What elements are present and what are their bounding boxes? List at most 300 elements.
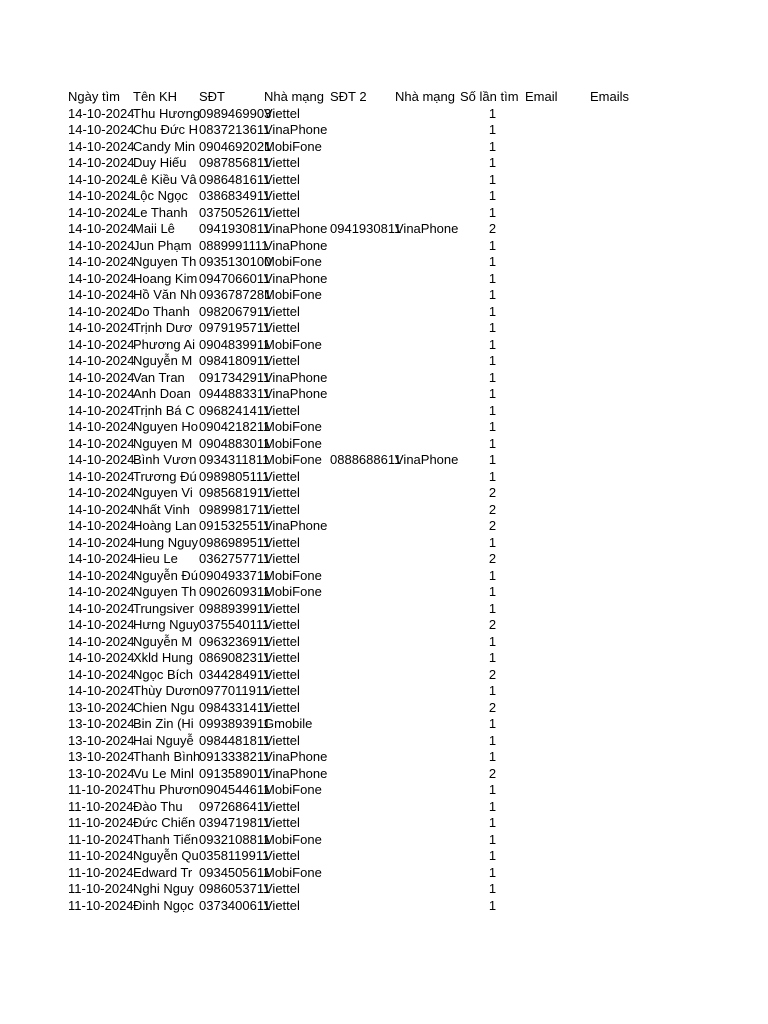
date-cell[interactable]: 14-10-2024 [68,485,135,500]
carrier2-cell[interactable] [395,188,460,205]
phone2-cell[interactable] [330,716,395,733]
phone-cell[interactable]: 0944883311 [199,386,271,401]
phone2-cell[interactable] [330,122,395,139]
phone2-cell[interactable] [330,650,395,667]
phone-cell[interactable]: 0902609311 [199,584,271,599]
date-cell[interactable]: 14-10-2024 [68,666,135,682]
date-cell[interactable]: 13-10-2024 [68,732,135,748]
date-cell[interactable]: 14-10-2024 [68,402,135,418]
name-cell[interactable]: Maii Lê [133,221,175,236]
phone2-cell[interactable] [330,683,395,700]
name-cell[interactable]: Nguyen Th [133,254,197,269]
phone-cell[interactable]: 0869082311 [199,650,271,665]
phone2-cell[interactable] [330,370,395,387]
carrier-cell[interactable]: Viettel [264,303,300,319]
date-cell[interactable]: 14-10-2024 [68,617,135,632]
carrier2-cell[interactable] [395,601,460,618]
carrier2-cell[interactable] [395,865,460,882]
carrier2-cell[interactable] [395,485,460,502]
phone-cell[interactable]: 0904933711 [199,567,271,583]
name-cell[interactable]: Candy Min [133,138,196,154]
carrier2-cell[interactable] [395,782,460,799]
search-count-cell[interactable]: 1 [488,105,497,121]
name-cell[interactable]: Nghi Nguy [133,881,194,896]
search-count-cell[interactable]: 1 [488,831,497,847]
phone-cell[interactable]: 0989981711 [199,501,271,517]
name-cell[interactable]: Lộc Ngọc [133,188,188,203]
date-cell[interactable]: 14-10-2024 [68,633,135,649]
date-cell[interactable]: 14-10-2024 [68,501,135,517]
carrier-cell[interactable]: VinaPhone [264,749,328,764]
name-cell[interactable]: Hung Nguy [133,534,199,550]
name-cell[interactable]: Van Tran [133,369,185,385]
phone-cell[interactable]: 0987856811 [199,155,271,170]
carrier2-cell[interactable] [395,271,460,288]
phone2-cell[interactable] [330,518,395,535]
search-count-cell[interactable]: 1 [488,353,497,368]
date-cell[interactable]: 13-10-2024 [68,716,135,731]
date-cell[interactable]: 14-10-2024 [68,105,135,121]
phone2-cell[interactable] [330,353,395,370]
date-cell[interactable]: 14-10-2024 [68,386,135,401]
date-cell[interactable]: 11-10-2024 [68,798,134,814]
phone2-cell[interactable] [330,749,395,766]
search-count-cell[interactable]: 1 [488,650,497,665]
search-count-cell[interactable]: 1 [488,798,497,814]
phone2-cell[interactable] [330,848,395,865]
phone2-cell[interactable] [330,799,395,816]
search-count-cell[interactable]: 1 [488,237,497,253]
name-cell[interactable]: Đào Thu [133,798,183,814]
date-cell[interactable]: 14-10-2024 [68,188,135,203]
name-cell[interactable]: Le Thanh [133,204,188,220]
phone-cell[interactable]: 0985681911 [199,485,271,500]
carrier2-cell[interactable] [395,155,460,172]
search-count-cell[interactable]: 1 [488,320,497,335]
carrier2-cell[interactable]: VinaPhone [395,452,459,467]
carrier-cell[interactable]: Viettel [264,815,300,830]
name-cell[interactable]: Jun Phạm [133,237,192,253]
search-count-cell[interactable]: 1 [488,881,497,896]
phone2-cell[interactable] [330,832,395,849]
search-count-cell[interactable]: 1 [488,336,497,352]
carrier-cell[interactable]: Viettel [264,485,300,500]
date-cell[interactable]: 14-10-2024 [68,534,135,550]
carrier2-cell[interactable] [395,535,460,552]
phone2-cell[interactable] [330,601,395,618]
phone2-cell[interactable] [330,337,395,354]
search-count-cell[interactable]: 1 [488,864,497,880]
phone2-cell[interactable] [330,172,395,189]
date-cell[interactable]: 11-10-2024 [68,897,134,913]
phone2-cell[interactable] [330,551,395,568]
carrier2-cell[interactable] [395,766,460,783]
carrier2-cell[interactable] [395,172,460,189]
carrier2-cell[interactable] [395,469,460,486]
phone2-cell[interactable] [330,403,395,420]
carrier2-cell[interactable] [395,667,460,684]
phone-cell[interactable]: 0913338211 [199,749,271,764]
carrier2-cell[interactable] [395,700,460,717]
date-cell[interactable]: 14-10-2024 [68,419,135,434]
carrier2-cell[interactable] [395,502,460,519]
name-cell[interactable]: Nguyễn Qu [133,848,199,863]
phone2-cell[interactable] [330,667,395,684]
search-count-cell[interactable]: 1 [488,534,497,550]
carrier2-cell[interactable] [395,518,460,535]
carrier-cell[interactable]: Viettel [264,617,300,632]
name-cell[interactable]: Thanh Tiến [133,831,199,847]
phone-cell[interactable]: 0386834911 [199,188,271,203]
name-cell[interactable]: Trịnh Bá C [133,402,195,418]
phone2-cell[interactable] [330,766,395,783]
date-cell[interactable]: 11-10-2024 [68,782,134,797]
phone2-cell[interactable]: 0888688611 [330,452,402,467]
phone-cell[interactable]: 0375540111 [199,617,270,632]
carrier-cell[interactable]: Viettel [264,897,300,913]
phone2-cell[interactable] [330,271,395,288]
phone-cell[interactable]: 0934311811 [199,452,270,467]
search-count-cell[interactable]: 1 [488,287,497,302]
phone-cell[interactable]: 0913589011 [199,765,271,781]
carrier2-cell[interactable] [395,106,460,123]
header-cell[interactable]: SĐT 2 [330,89,367,104]
carrier-cell[interactable]: Gmobile [264,716,313,731]
phone2-cell[interactable] [330,700,395,717]
phone2-cell[interactable] [330,320,395,337]
phone2-cell[interactable] [330,386,395,403]
search-count-cell[interactable]: 1 [488,138,497,154]
search-count-cell[interactable]: 1 [488,435,497,451]
phone-cell[interactable]: 0917342911 [199,369,271,385]
carrier2-cell[interactable] [395,304,460,321]
phone-cell[interactable]: 0993893911 [199,716,271,731]
phone2-cell[interactable] [330,205,395,222]
name-cell[interactable]: Phương Ai [133,336,196,352]
phone-cell[interactable]: 0947066011 [199,270,271,286]
carrier-cell[interactable]: MobiFone [264,138,322,154]
carrier-cell[interactable]: MobiFone [264,336,322,352]
name-cell[interactable]: Trungsiver [133,600,194,616]
carrier2-cell[interactable] [395,881,460,898]
date-cell[interactable]: 11-10-2024 [68,815,134,830]
carrier-cell[interactable]: MobiFone [264,584,322,599]
name-cell[interactable]: Thu Hương [133,105,201,121]
name-cell[interactable]: Nhất Vinh [133,501,190,517]
carrier2-cell[interactable] [395,832,460,849]
carrier2-cell[interactable] [395,353,460,370]
date-cell[interactable]: 14-10-2024 [68,138,135,154]
date-cell[interactable]: 14-10-2024 [68,336,135,352]
date-cell[interactable]: 11-10-2024 [68,864,134,880]
carrier-cell[interactable]: MobiFone [264,287,322,302]
date-cell[interactable]: 14-10-2024 [68,435,135,451]
carrier2-cell[interactable] [395,815,460,832]
search-count-cell[interactable]: 2 [488,699,497,715]
search-count-cell[interactable]: 1 [488,369,497,385]
carrier-cell[interactable]: Viettel [264,105,300,121]
phone-cell[interactable]: 0935130100 [199,254,272,269]
date-cell[interactable]: 14-10-2024 [68,468,135,484]
search-count-cell[interactable]: 2 [488,765,497,781]
carrier-cell[interactable]: Viettel [264,600,300,616]
date-cell[interactable]: 13-10-2024 [68,749,135,764]
search-count-cell[interactable]: 1 [488,452,497,467]
header-cell[interactable]: Nhà mạng [264,89,324,104]
search-count-cell[interactable]: 1 [488,468,497,484]
phone-cell[interactable]: 0394719811 [199,815,271,830]
carrier-cell[interactable]: Viettel [264,468,300,484]
phone-cell[interactable]: 0373400611 [199,897,271,913]
name-cell[interactable]: Edward Tr [133,864,193,880]
search-count-cell[interactable]: 1 [488,204,497,220]
phone2-cell[interactable] [330,865,395,882]
phone-cell[interactable]: 0984481811 [199,732,271,748]
date-cell[interactable]: 14-10-2024 [68,369,135,385]
phone2-cell[interactable] [330,106,395,123]
phone-cell[interactable]: 0344284911 [199,666,271,682]
phone-cell[interactable]: 0904883011 [199,435,271,451]
header-cell[interactable]: Tên KH [133,89,178,104]
carrier-cell[interactable]: Viettel [264,534,300,550]
phone-cell[interactable]: 0979195711 [199,320,271,335]
search-count-cell[interactable]: 1 [488,188,497,203]
name-cell[interactable]: Hieu Le [133,551,178,566]
date-cell[interactable]: 14-10-2024 [68,122,135,137]
name-cell[interactable]: Nguyen M [133,435,193,451]
search-count-cell[interactable]: 2 [488,617,497,632]
carrier2-cell[interactable] [395,568,460,585]
search-count-cell[interactable]: 1 [488,155,497,170]
carrier2-cell[interactable] [395,683,460,700]
phone-cell[interactable]: 0375052611 [199,204,271,220]
header-cell[interactable]: SĐT [199,89,225,104]
name-cell[interactable]: Hồ Văn Nh [133,287,197,302]
header-cell[interactable]: Emails [590,89,630,104]
carrier-cell[interactable]: MobiFone [264,452,322,467]
carrier2-cell[interactable] [395,617,460,634]
carrier-cell[interactable]: MobiFone [264,254,322,269]
phone2-cell[interactable] [330,815,395,832]
phone-cell[interactable]: 0977011911 [199,683,270,698]
carrier-cell[interactable]: Viettel [264,650,300,665]
phone-cell[interactable]: 0989469903 [199,105,272,121]
name-cell[interactable]: Hai Nguyễ [133,732,194,748]
date-cell[interactable]: 11-10-2024 [68,881,134,896]
name-cell[interactable]: Anh Doan [133,386,191,401]
search-count-cell[interactable]: 2 [488,485,497,500]
carrier-cell[interactable]: Viettel [264,171,300,187]
name-cell[interactable]: Lê Kiều Vâ [133,171,197,187]
phone2-cell[interactable] [330,155,395,172]
name-cell[interactable]: Trịnh Dươ [133,320,193,335]
phone-cell[interactable]: 0904218211 [199,419,271,434]
carrier-cell[interactable]: Viettel [264,683,300,698]
carrier2-cell[interactable] [395,584,460,601]
search-count-cell[interactable]: 1 [488,749,497,764]
header-cell[interactable]: Số lần tìm [460,89,519,104]
name-cell[interactable]: Nguyen Vi [133,485,193,500]
date-cell[interactable]: 14-10-2024 [68,237,135,253]
carrier-cell[interactable]: Viettel [264,155,300,170]
carrier-cell[interactable]: MobiFone [264,864,322,880]
carrier-cell[interactable]: Viettel [264,633,300,649]
search-count-cell[interactable]: 1 [488,303,497,319]
phone2-cell[interactable] [330,502,395,519]
carrier2-cell[interactable] [395,386,460,403]
date-cell[interactable]: 14-10-2024 [68,567,135,583]
date-cell[interactable]: 14-10-2024 [68,353,135,368]
name-cell[interactable]: Ngọc Bích [133,666,193,682]
carrier2-cell[interactable] [395,898,460,915]
carrier-cell[interactable]: MobiFone [264,419,322,434]
carrier-cell[interactable]: VinaPhone [264,221,328,236]
phone2-cell[interactable] [330,139,395,156]
phone-cell[interactable]: 0984180911 [199,353,271,368]
phone2-cell[interactable] [330,617,395,634]
date-cell[interactable]: 14-10-2024 [68,584,135,599]
phone-cell[interactable]: 0915325511 [199,518,271,533]
name-cell[interactable]: Thanh Bình [133,749,201,764]
search-count-cell[interactable]: 1 [488,897,497,913]
name-cell[interactable]: Đức Chiến [133,815,196,830]
carrier2-cell[interactable] [395,716,460,733]
phone-cell[interactable]: 0889991111 [199,237,269,253]
phone-cell[interactable]: 0989805111 [199,468,270,484]
name-cell[interactable]: Bin Zin (Hi [133,716,194,731]
name-cell[interactable]: Hoàng Lan [133,518,197,533]
header-cell[interactable]: Email [525,89,558,104]
date-cell[interactable]: 13-10-2024 [68,765,135,781]
phone2-cell[interactable] [330,782,395,799]
phone2-cell[interactable] [330,881,395,898]
phone-cell[interactable]: 0968241411 [199,402,271,418]
date-cell[interactable]: 14-10-2024 [68,287,135,302]
date-cell[interactable]: 11-10-2024 [68,848,134,863]
phone-cell[interactable]: 0982067911 [199,303,271,319]
carrier-cell[interactable]: Viettel [264,320,300,335]
phone2-cell[interactable] [330,898,395,915]
phone-cell[interactable]: 0988939911 [199,600,271,616]
search-count-cell[interactable]: 1 [488,122,497,137]
search-count-cell[interactable]: 1 [488,419,497,434]
carrier-cell[interactable]: Viettel [264,402,300,418]
date-cell[interactable]: 13-10-2024 [68,699,135,715]
phone-cell[interactable]: 0986053711 [199,881,271,896]
search-count-cell[interactable]: 2 [488,501,497,517]
name-cell[interactable]: Nguyen Ho [133,419,199,434]
carrier2-cell[interactable] [395,551,460,568]
carrier-cell[interactable]: Viettel [264,188,300,203]
carrier-cell[interactable]: VinaPhone [264,270,328,286]
carrier2-cell[interactable] [395,634,460,651]
header-cell[interactable]: Ngày tìm [68,89,121,104]
name-cell[interactable]: Bình Vươn [133,452,197,467]
search-count-cell[interactable]: 1 [488,600,497,616]
carrier-cell[interactable]: VinaPhone [264,765,328,781]
date-cell[interactable]: 11-10-2024 [68,831,134,847]
name-cell[interactable]: Hoang Kim [133,270,198,286]
phone-cell[interactable]: 0932108811 [199,831,271,847]
carrier-cell[interactable]: Viettel [264,666,300,682]
date-cell[interactable]: 14-10-2024 [68,452,135,467]
name-cell[interactable]: Trương Đú [133,468,197,484]
search-count-cell[interactable]: 1 [488,683,497,698]
phone-cell[interactable]: 0904839911 [199,336,271,352]
phone-cell[interactable]: 0358119911 [199,848,270,863]
phone-cell[interactable]: 0362757711 [199,551,271,566]
date-cell[interactable]: 14-10-2024 [68,171,135,187]
name-cell[interactable]: Hưng Nguy [133,617,200,632]
carrier-cell[interactable]: Viettel [264,699,300,715]
phone2-cell[interactable] [330,436,395,453]
search-count-cell[interactable]: 1 [488,171,497,187]
phone-cell[interactable]: 0837213611 [199,122,271,137]
search-count-cell[interactable]: 2 [488,551,497,566]
name-cell[interactable]: Chien Ngu [133,699,195,715]
name-cell[interactable]: Duy Hiếu [133,155,187,170]
carrier-cell[interactable]: VinaPhone [264,122,328,137]
search-count-cell[interactable]: 1 [488,402,497,418]
name-cell[interactable]: Nguyễn Đú [133,567,199,583]
name-cell[interactable]: Thùy Dươn [133,683,200,698]
phone-cell[interactable]: 0984331411 [199,699,271,715]
date-cell[interactable]: 14-10-2024 [68,155,135,170]
date-cell[interactable]: 14-10-2024 [68,303,135,319]
carrier-cell[interactable]: Viettel [264,848,300,863]
phone-cell[interactable]: 0904544611 [199,782,271,797]
search-count-cell[interactable]: 1 [488,254,497,269]
search-count-cell[interactable]: 1 [488,848,497,863]
date-cell[interactable]: 14-10-2024 [68,270,135,286]
name-cell[interactable]: Do Thanh [133,303,190,319]
search-count-cell[interactable]: 1 [488,815,497,830]
phone2-cell[interactable] [330,535,395,552]
name-cell[interactable]: Nguyen Th [133,584,197,599]
phone2-cell[interactable] [330,254,395,271]
carrier2-cell[interactable] [395,254,460,271]
search-count-cell[interactable]: 1 [488,567,497,583]
name-cell[interactable]: Vu Le Minl [133,765,194,781]
date-cell[interactable]: 14-10-2024 [68,600,135,616]
name-cell[interactable]: Nguyễn M [133,353,193,368]
date-cell[interactable]: 14-10-2024 [68,683,135,698]
carrier-cell[interactable]: Viettel [264,881,300,896]
phone2-cell[interactable]: 0941930811 [330,221,402,236]
name-cell[interactable]: Chu Đức H [133,122,199,137]
phone2-cell[interactable] [330,304,395,321]
carrier2-cell[interactable] [395,799,460,816]
carrier-cell[interactable]: VinaPhone [264,369,328,385]
phone-cell[interactable]: 0936787281 [199,287,272,302]
phone2-cell[interactable] [330,188,395,205]
phone2-cell[interactable] [330,733,395,750]
phone2-cell[interactable] [330,584,395,601]
carrier-cell[interactable]: MobiFone [264,567,322,583]
phone2-cell[interactable] [330,485,395,502]
carrier-cell[interactable]: MobiFone [264,435,322,451]
date-cell[interactable]: 14-10-2024 [68,204,135,220]
carrier2-cell[interactable] [395,205,460,222]
carrier-cell[interactable]: Viettel [264,353,300,368]
search-count-cell[interactable]: 1 [488,584,497,599]
carrier2-cell[interactable] [395,287,460,304]
name-cell[interactable]: Thu Phươn [133,782,200,797]
date-cell[interactable]: 14-10-2024 [68,320,135,335]
phone-cell[interactable]: 0941930811 [199,221,271,236]
search-count-cell[interactable]: 2 [488,221,497,236]
carrier2-cell[interactable] [395,370,460,387]
